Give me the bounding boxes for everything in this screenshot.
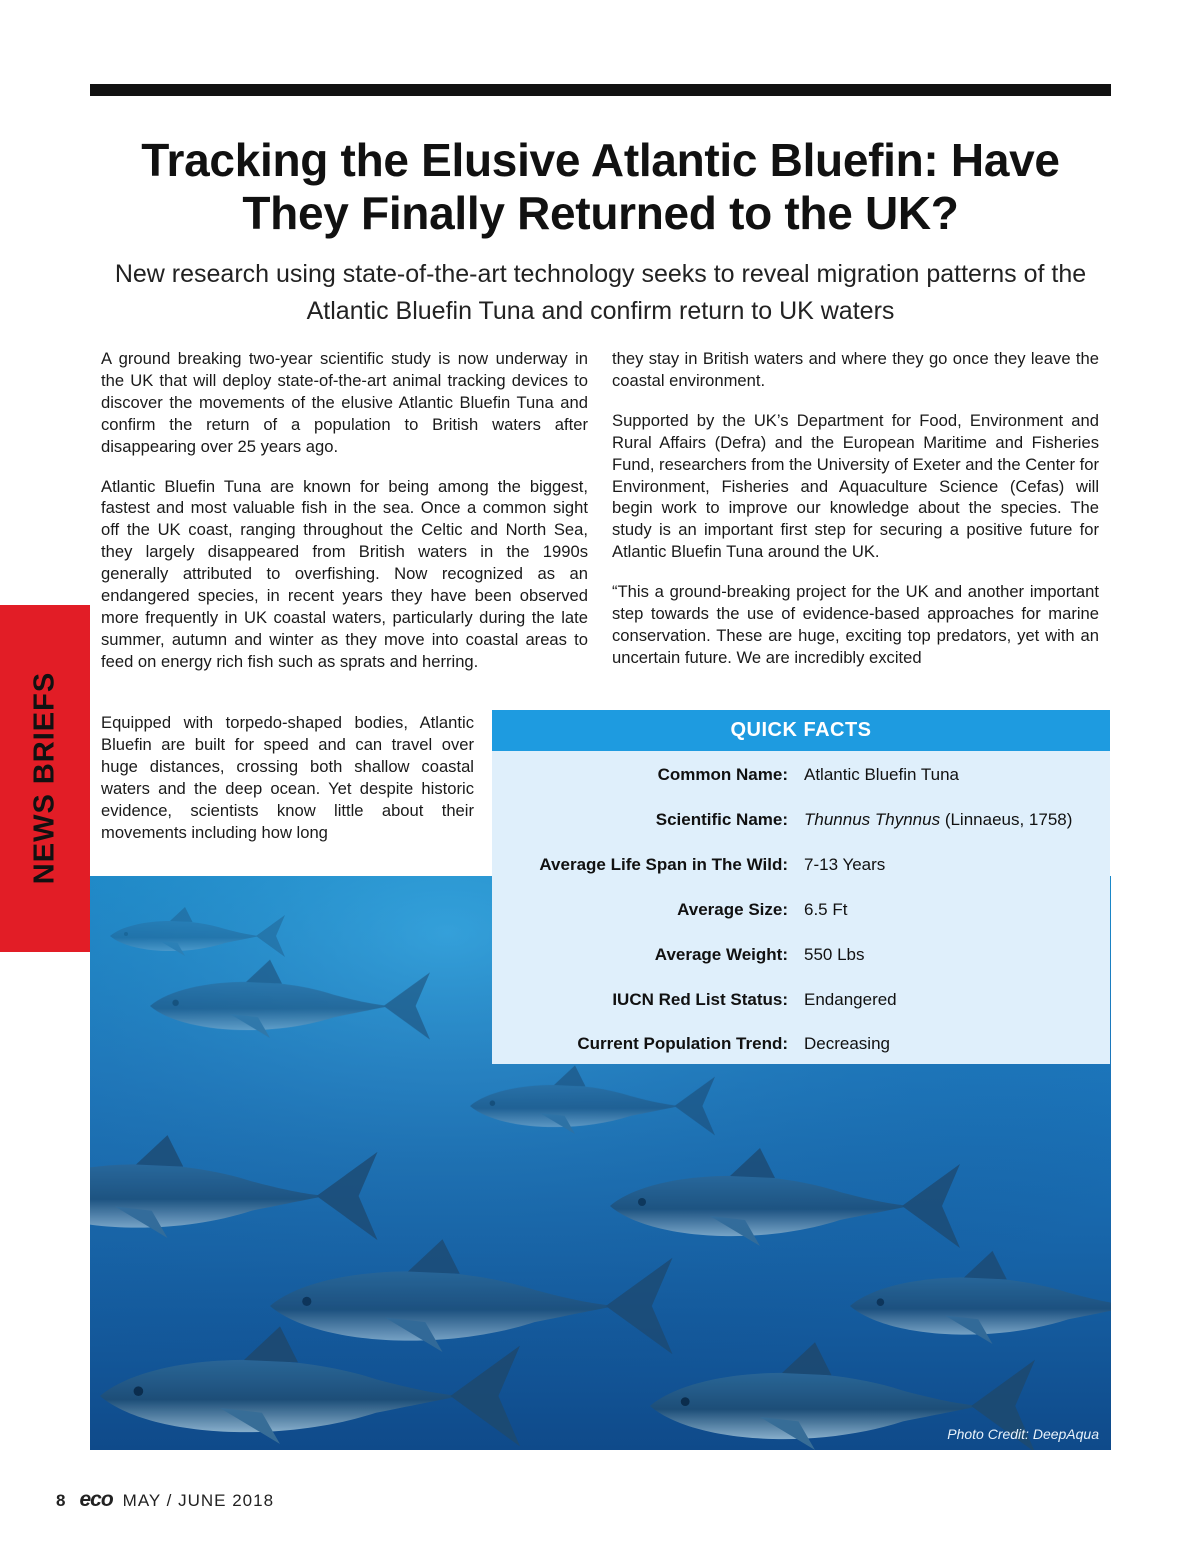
article-column-left	[101, 348, 588, 691]
fact-label: Common Name:	[657, 765, 788, 784]
article-column-left-narrow	[101, 712, 474, 861]
section-tab-label: NEWS BRIEFS	[28, 671, 61, 885]
paragraph: Equipped with torpedo-shaped bodies, Atlantic Bluefin are built for speed and can travel over huge distances, crossing both shallow coastal waters and the deep ocean. Yet despite historic evidence, scientists know little about their movements including how long	[101, 713, 474, 842]
paragraph: Atlantic Bluefin Tuna are known for being among the biggest, fastest and most valuable fish in the sea. Once a common sight off the UK coast, ranging throughout the Celtic and North Sea, they largely disappeared from British waters in the 1990s generally attributed to overfishing. Now recognized as an endangered species, in recent years they have been observed more frequently in UK coastal waters, particularly during the late summer, autumn and winter as they move into coastal areas to feed on energy rich fish such as sprats and herring.	[101, 476, 588, 671]
paragraph: “This a ground-breaking project for the UK and another important step towards the use of evidence-based approaches for marine conservation. These are huge, exciting top predators, yet with an uncertain future. We are incredibly excited	[612, 582, 1099, 667]
fact-label: Current Population Trend:	[577, 1034, 788, 1053]
photo-credit: Photo Credit: DeepAqua	[947, 1426, 1099, 1442]
fact-value: Endangered	[804, 990, 897, 1009]
fact-value: 7-13 Years	[804, 855, 886, 874]
article-column-right	[612, 348, 1099, 687]
fact-value: Atlantic Bluefin Tuna	[804, 765, 959, 784]
fact-row-iucn-status	[492, 988, 1110, 1012]
fact-row-average-size	[492, 898, 1110, 922]
fact-value-rest: (Linnaeus, 1758)	[940, 810, 1073, 829]
fact-row-population-trend	[492, 1032, 1110, 1056]
fact-label: Average Life Span in The Wild:	[539, 855, 788, 874]
article-title: Tracking the Elusive Atlantic Bluefin: Have They Finally Returned to the UK?	[141, 134, 1060, 239]
fact-label: IUCN Red List Status:	[612, 990, 788, 1009]
fact-row-common-name	[492, 763, 1110, 787]
paragraph: A ground breaking two-year scientific study is now underway in the UK that will deploy state-of-the-art animal tracking devices to discover the movements of the elusive Atlantic Bluefin Tuna and confirm the return of a population to British waters after disappearing over 25 years ago.	[101, 349, 588, 456]
paragraph: they stay in British waters and where they go once they leave the coastal environment.	[612, 349, 1099, 390]
fact-row-scientific-name	[492, 808, 1110, 832]
fact-row-life-span	[492, 853, 1110, 877]
fact-value: 550 Lbs	[804, 945, 865, 964]
quick-facts-box	[492, 710, 1110, 1064]
fact-value	[804, 808, 1072, 832]
page-footer	[56, 1488, 274, 1512]
fact-row-average-weight	[492, 943, 1110, 967]
fact-value: Decreasing	[804, 1034, 890, 1053]
paragraph: Supported by the UK’s Department for Food, Environment and Rural Affairs (Defra) and the European Maritime and Fisheries Fund, researchers from the University of Exeter and the Center for Environment, Fisheries and Aquaculture Science (Cefas) will begin work to improve our knowledge about the species. The study is an important first step for securing a positive future for Atlantic Bluefin Tuna around the UK.	[612, 410, 1099, 562]
fact-label: Average Size:	[677, 900, 788, 919]
fact-label: Average Weight:	[654, 945, 788, 964]
fact-value-italic: Thunnus Thynnus	[804, 810, 941, 829]
top-rule	[90, 84, 1111, 96]
fact-label: Scientific Name:	[655, 810, 788, 829]
quick-facts-header: QUICK FACTS	[492, 710, 1110, 751]
article-subtitle: New research using state-of-the-art technology seeks to reveal migration patterns of the Atlantic Bluefin Tuna and confirm return to UK waters	[114, 260, 1087, 325]
publication-logo: eco	[79, 1488, 113, 1511]
fact-value: 6.5 Ft	[804, 900, 848, 919]
issue-date: MAY / JUNE 2018	[122, 1491, 275, 1510]
page-number: 8	[56, 1491, 66, 1510]
